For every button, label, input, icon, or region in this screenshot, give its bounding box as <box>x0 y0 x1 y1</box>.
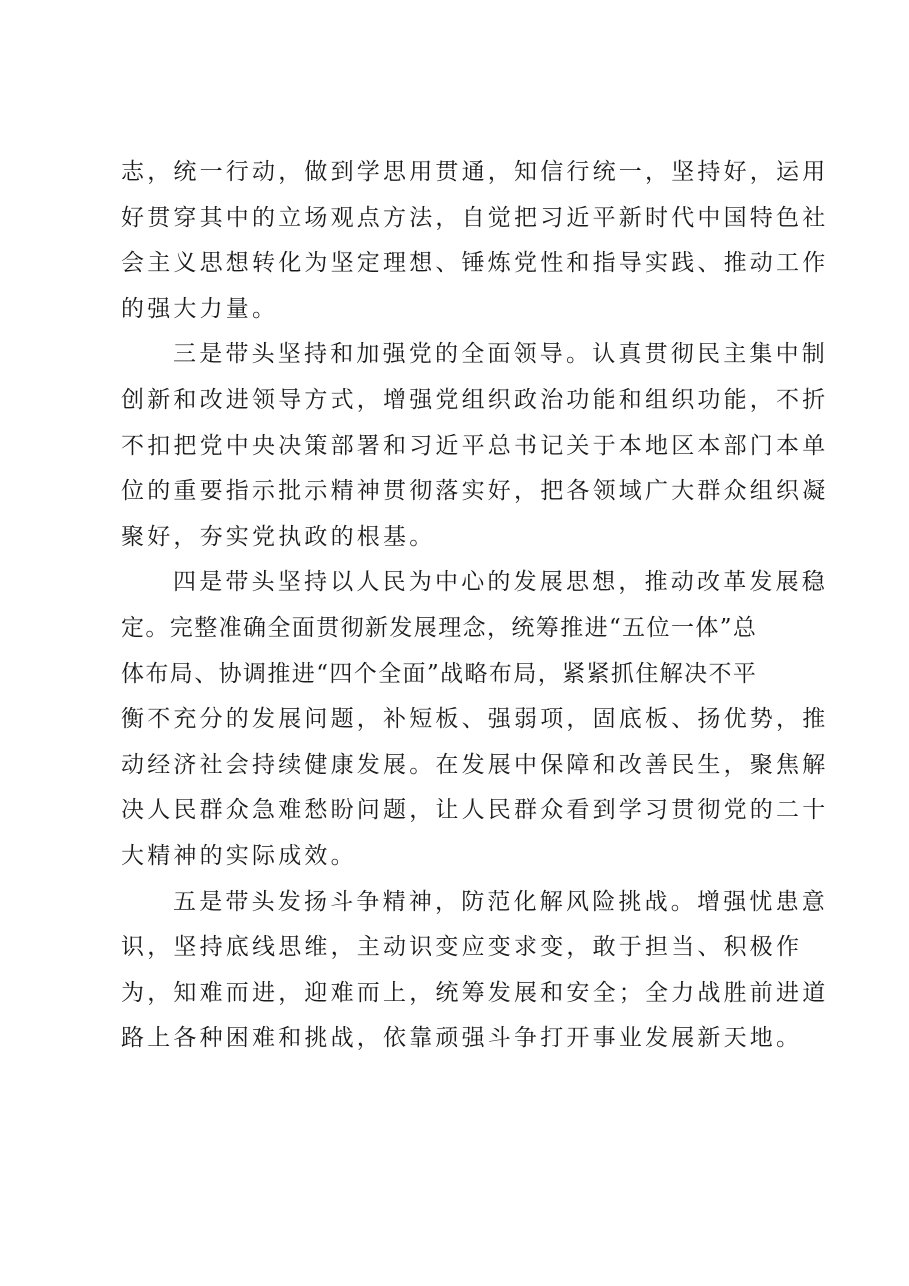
paragraph-line: 大精神的实际成效。 <box>121 842 357 869</box>
paragraph-line: 动经济社会持续健康发展。在发展中保障和改善民生，聚焦解 <box>121 751 829 778</box>
paragraph-line: 好贯穿其中的立场观点方法，自觉把习近平新时代中国特色社 <box>121 204 829 231</box>
paragraph-line: 衡不充分的发展问题，补短板、强弱项，固底板、扬优势，推 <box>121 706 829 733</box>
paragraph-line: 体布局、协调推进“四个全面”战略布局，紧紧抓住解决不平 <box>121 660 758 687</box>
paragraph-line: 会主义思想转化为坚定理想、锤炼党性和指导实践、推动工作 <box>121 250 829 277</box>
paragraph-line: 不扣把党中央决策部署和习近平总书记关于本地区本部门本单 <box>121 432 829 459</box>
paragraph-first-line: 五是带头发扬斗争精神，防范化解风险挑战。增强忧患意 <box>173 888 828 915</box>
paragraph-line: 志，统一行动，做到学思用贯通，知信行统一，坚持好，运用 <box>121 159 829 185</box>
paragraph-first-line: 三是带头坚持和加强党的全面领导。认真贯彻民主集中制 <box>173 341 828 368</box>
paragraph-line: 决人民群众急难愁盼问题，让人民群众看到学习贯彻党的二十 <box>121 797 829 824</box>
paragraph-line: 的强大力量。 <box>121 295 279 322</box>
paragraph-line: 位的重要指示批示精神贯彻落实好，把各领域广大群众组织凝 <box>121 478 829 505</box>
document-body <box>121 150 829 1062</box>
paragraph-line: 定。完整准确全面贯彻新发展理念，统筹推进“五位一体”总 <box>121 614 758 641</box>
paragraph-line: 路上各种困难和挑战，依靠顽强斗争打开事业发展新天地。 <box>121 1025 803 1052</box>
paragraph-line: 为，知难而进，迎难而上，统筹发展和安全；全力战胜前进道 <box>121 979 829 1006</box>
paragraph-line: 聚好，夯实党执政的根基。 <box>121 523 436 550</box>
paragraph-line: 识，坚持底线思维，主动识变应变求变，敢于担当、积极作 <box>121 934 803 961</box>
paragraph-line: 创新和改进领导方式，增强党组织政治功能和组织功能，不折 <box>121 386 829 413</box>
paragraph-first-line: 四是带头坚持以人民为中心的发展思想，推动改革发展稳 <box>173 569 828 596</box>
